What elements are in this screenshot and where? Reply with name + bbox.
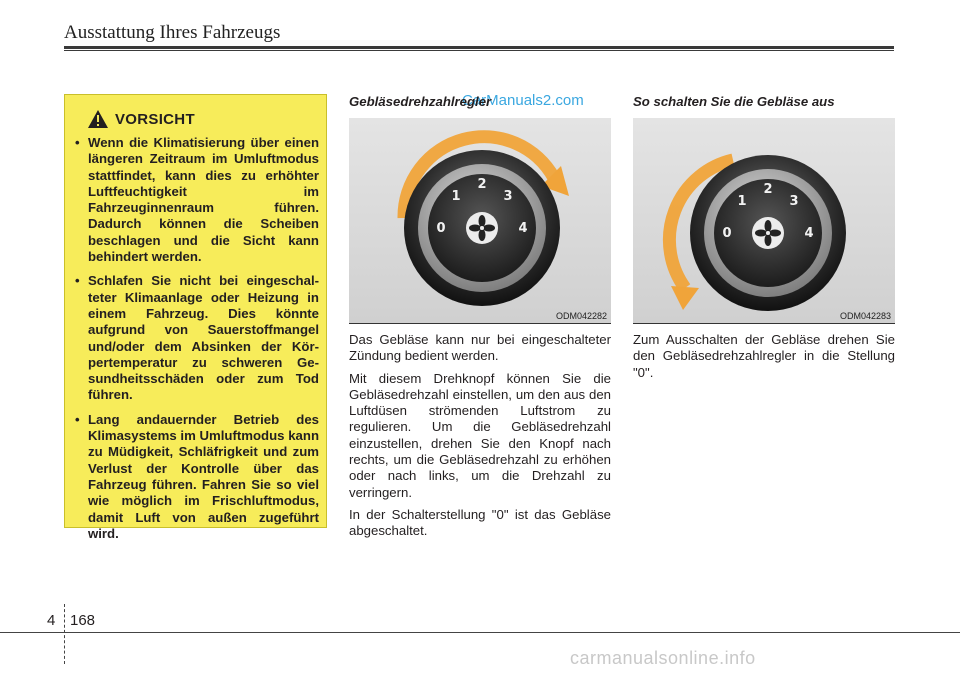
knob-label-4: 4 [518, 221, 528, 236]
caution-item: • Wenn die Klimatisierung über einen längeren Zeitraum im Umluftmodus stattfindet, kann dies zu erhöhter Luftfeuchtigkeit im Fahrzeuginnenraum führen. Dadurch können die Scheiben beschlagen und die Sicht kann behindert werden. [75, 135, 319, 265]
page-number: 168 [70, 612, 96, 629]
paragraph: Mit diesem Drehknopf können Sie die Gebläsedrehzahl einstellen, um den aus den Luftdüsen strömenden Luftstrom zu regulieren. Um die Gebläsedrehzahl einzustellen, drehen Sie den Knopf nach rechts, um die Gebläsedrehzahl zu erhöhen oder nach links, um die Drehzahl zu verringern. [349, 370, 611, 500]
caution-heading [87, 109, 195, 129]
paragraph: In der Schalterstellung "0" ist das Gebläse abgeschaltet. [349, 506, 611, 539]
figure-rule [633, 323, 895, 324]
page-divider [64, 604, 66, 664]
knob-label-3: 3 [503, 189, 513, 204]
fan-off-figure [633, 118, 895, 323]
body-text [633, 332, 895, 387]
caution-item: • Schlafen Sie nicht bei eingeschal-teter Klimaanlage oder Heizung in einem Fahrzeug. Dies könnte aufgrund von Sauerstoffmangel und/oder dem Absinken der Kör-pertemperatur zu schweren Ge-sundheitsschäden oder zum Tod führen. [75, 273, 319, 403]
warning-triangle-icon [87, 109, 109, 129]
figure-code: ODM042283 [839, 311, 891, 321]
figure-code: ODM042282 [555, 311, 607, 321]
watermark-text: CarManuals2.com [462, 92, 584, 109]
header-rule-thin [64, 50, 894, 51]
knob-label-0: 0 [436, 221, 446, 236]
knob-label-4: 4 [804, 226, 814, 241]
knob-label-2: 2 [763, 182, 773, 197]
paragraph: Das Gebläse kann nur bei eingeschalteter Zündung bedient werden. [349, 332, 611, 364]
caution-list [75, 135, 319, 550]
paragraph: Zum Ausschalten der Gebläse drehen Sie den Gebläsedrehzahlregler in die Stellung "0". [633, 332, 895, 380]
header-rule [64, 46, 894, 49]
knob-label-3: 3 [789, 194, 799, 209]
knob-label-1: 1 [737, 194, 747, 209]
footer-rule [0, 632, 960, 633]
footer-watermark: carmanualsonline.info [570, 648, 756, 668]
caution-box [64, 94, 327, 541]
fan-off-knob-illustration [633, 118, 895, 323]
figure-rule [349, 323, 611, 324]
caution-item: • Lang andauernder Betrieb des Klimasystems im Umluftmodus kann zu Müdigkeit, Schläfrigkeit und zum Verlust der Kontrolle über das Fahrzeug führen. Fahren Sie so viel wie möglich im Frischluftmodus, damit Luft von außen zugeführt wird. [75, 412, 319, 542]
section-title-fan-off: So schalten Sie die Gebläse aus [633, 94, 835, 109]
fan-knob-figure [349, 118, 611, 323]
fan-speed-knob-illustration [349, 118, 611, 323]
page-header-title: Ausstattung Ihres Fahrzeugs [64, 22, 281, 43]
knob-label-0: 0 [722, 226, 732, 241]
knob-label-1: 1 [451, 189, 461, 204]
section-title-fan-speed: Gebläsedrehzahlregler [349, 94, 492, 109]
knob-label-2: 2 [477, 177, 487, 192]
body-text [349, 332, 611, 546]
chapter-number: 4 [47, 612, 56, 629]
caution-title: VORSICHT [115, 110, 195, 128]
